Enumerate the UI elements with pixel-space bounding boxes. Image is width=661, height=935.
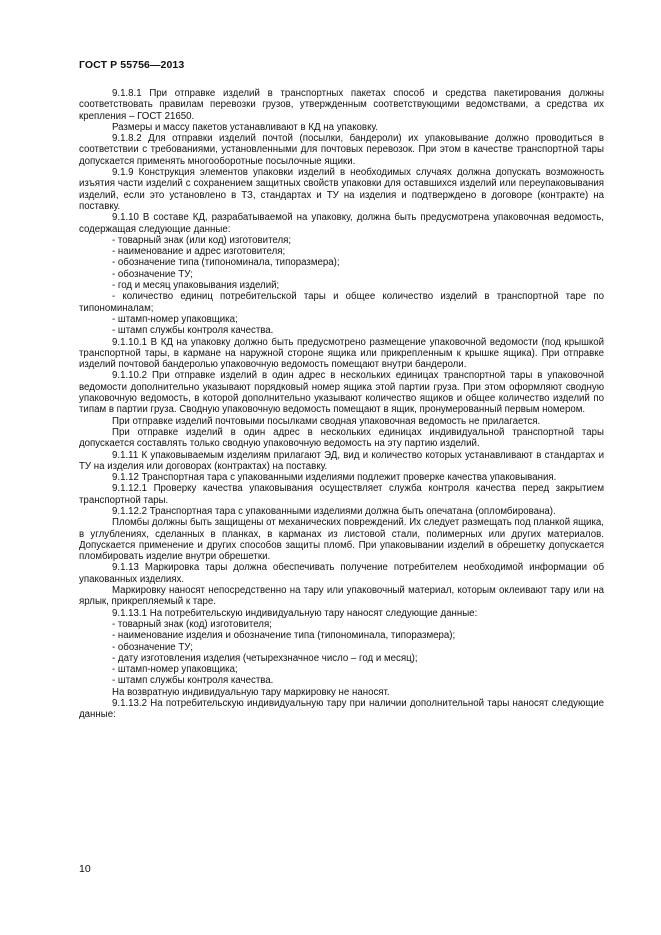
paragraph: - год и месяц упаковывания изделий; (112, 280, 280, 292)
paragraph: - количество единиц потребительской тары и общее количество изделий в транспортной таре по типономиналам; (79, 291, 604, 314)
paragraph: 9.1.12 Транспортная тара с упакованными изделиями подлежит проверке качества упаковывания. (112, 472, 557, 484)
paragraph: 9.1.8.1 При отправке изделий в транспортных пакетах способ и средства пакетирования должны соответствовать правилам перевозки грузов, утвержденным соответствующими ведомствами, а средства их крепления – ГОСТ 21650. (79, 88, 604, 122)
paragraph: На возвратную индивидуальную тару маркировку не наносят. (112, 686, 390, 698)
paragraph: - штамп службы контроля качества. (112, 675, 274, 687)
paragraph: 9.1.8.2 Для отправки изделий почтой (посылки, бандероли) их упаковывание должно проводиться в соответствии с требованиями, установленными для почтовых перевозок. При этом в качестве транспортной тары допускается применять многооборотные посылочные ящики. (79, 133, 604, 167)
paragraph: - обозначение ТУ; (112, 268, 193, 280)
paragraph: При отправке изделий почтовыми посылками сводная упаковочная ведомость не прилагается. (112, 415, 541, 427)
paragraph: Маркировку наносят непосредственно на тару или упаковочный материал, которым оклеивают тару или на ярлык, прикрепляемый к таре. (79, 585, 604, 608)
paragraph: 9.1.12.1 Проверку качества упаковывания осуществляет служба контроля качества перед закрытием транспортной тары. (79, 483, 604, 506)
document-body (79, 88, 604, 721)
paragraph: 9.1.10.2 При отправке изделий в один адрес в нескольких единицах транспортной тары в упаковочной ведомости дополнительно указывают порядковый номер ящика этой партии груза. При этом оформляют сводную упаковочную ведомость, в которой дополнительно указывают количество ящиков и общее количество изделий по типам в партии груза. Сводную упаковочную ведомость помещают в ящик, пронумерованный первым номером. (79, 370, 604, 416)
document-header: ГОСТ Р 55756—2013 (79, 59, 185, 71)
paragraph: При отправке изделий в один адрес в нескольких единицах индивидуальной транспортной тары допускается составлять только сводную упаковочную ведомость на эту партию изделий. (79, 426, 604, 450)
paragraph: - обозначение ТУ; (112, 641, 193, 653)
paragraph: - штамп-номер упаковщика; (112, 313, 238, 325)
paragraph: 9.1.12.2 Транспортная тара с упакованными изделиями должна быть опечатана (опломбирована). (112, 505, 556, 517)
paragraph: 9.1.13.2 На потребительскую индивидуальную тару при наличии дополнительной тары наносят следующие данные: (79, 698, 604, 721)
paragraph: - штамп-номер упаковщика; (112, 664, 238, 676)
paragraph: 9.1.9 Конструкция элементов упаковки изделий в необходимых случаях должна допускать возможность изъятия части изделий с сохранением защитных свойств упаковки для оставшихся изделий или переупаковывания изделий, если это установлено в ТЗ, стандартах и ТУ на изделия и подтверждено в договоре (контракте) на поставку. (79, 167, 604, 212)
paragraph: 9.1.10.1 В КД на упаковку должно быть предусмотрено размещение упаковочной ведомости (под крышкой транспортной тары, в кармане на наружной стороне ящика или прикрепленным к крышке ящика). При отправке изделий почтовой бандеролью упаковочную ведомость помещают внутри бандероли. (79, 336, 604, 371)
paragraph: - наименование изделия и обозначение типа (типономинала, типоразмера); (112, 630, 456, 642)
paragraph: - дату изготовления изделия (четырехзначное число – год и месяц); (112, 652, 418, 664)
paragraph: 9.1.13 Маркировка тары должна обеспечивать получение потребителем необходимой информации об упакованных изделиях. (79, 562, 604, 585)
paragraph: - обозначение типа (типономинала, типоразмера); (112, 257, 340, 269)
paragraph: - штамп службы контроля качества. (112, 325, 274, 337)
paragraph: Пломбы должны быть защищены от механических повреждений. Их следует размещать под планкой ящика, в углублениях, сделанных в планках, в карманах из листовой стали, полимерных или других материалов. Допускается применение и других способов защиты пломб. При упаковывании изделий в обрешетку допускается пломбировать изделие внутри обрешетки. (79, 517, 604, 563)
paragraph: - товарный знак (или код) изготовителя; (112, 234, 292, 246)
paragraph: 9.1.10 В составе КД, разрабатываемой на упаковку, должна быть предусмотрена упаковочная ведомость, содержащая следующие данные: (79, 212, 604, 235)
paragraph: 9.1.13.1 На потребительскую индивидуальную тару наносят следующие данные: (112, 607, 478, 619)
page-number: 10 (79, 863, 91, 875)
paragraph: - наименование и адрес изготовителя; (112, 246, 286, 258)
paragraph: Размеры и массу пакетов устанавливают в КД на упаковку. (112, 121, 378, 133)
paragraph: 9.1.11 К упаковываемым изделиям прилагают ЭД, вид и количество которых устанавливают в стандартах и ТУ на изделия или договорах (контрактах) на поставку. (79, 449, 604, 472)
paragraph: - товарный знак (код) изготовителя; (112, 618, 272, 630)
